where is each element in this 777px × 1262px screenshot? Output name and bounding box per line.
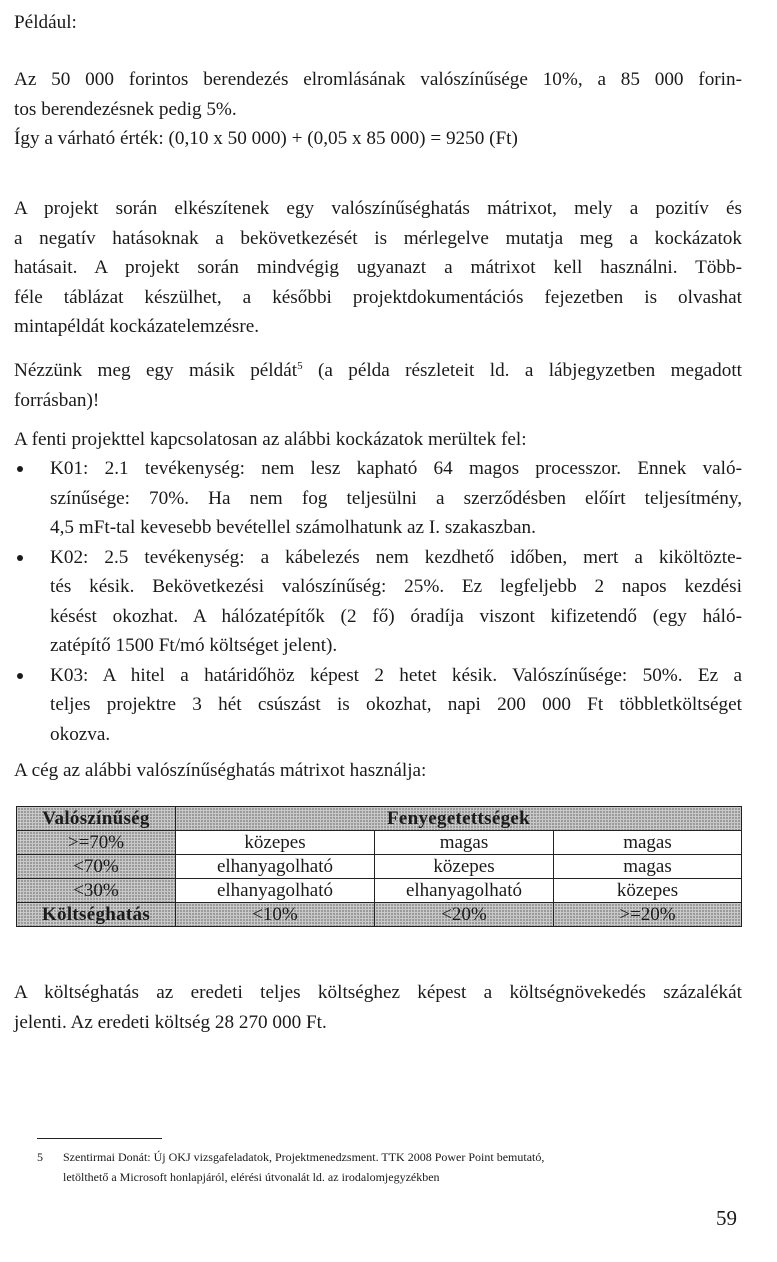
matrix-cell: magas [554, 831, 742, 855]
matrix-header-row [17, 807, 742, 831]
text-line: mintapéldát kockázatelemzésre. [14, 316, 260, 337]
page-number: 59 [716, 1206, 737, 1230]
footnote-number: 5 [37, 1150, 43, 1164]
bullet-icon [17, 466, 23, 472]
risk-item-k03: K03: A hitel a határidőhöz képest 2 hetet késik. Valószínűsége: 50%. Ez a teljes projektre 3 hét csúszást is okozhat, napi 200 000 Ft többletköltséget okozva. [14, 661, 742, 750]
matrix-cell: elhanyagolható [176, 855, 375, 879]
matrix-cell: magas [554, 855, 742, 879]
matrix-description-paragraph [14, 194, 742, 342]
cost-impact-value: <20% [375, 903, 554, 927]
matrix-row [17, 879, 742, 903]
example1-paragraph [14, 65, 742, 154]
matrix-cell: elhanyagolható [375, 879, 554, 903]
example2-paragraph [14, 356, 742, 415]
intro-label: Például: [14, 12, 77, 33]
probability-impact-matrix [16, 806, 742, 927]
footnote-text: Szentirmai Donát: Új OKJ vizsgafeladatok, Projektmenedzsment. TTK 2008 Power Point bemutató, letölthető a Microsoft honlapjáról, elérési útvonalát ld. az irodalomjegyzékben [63, 1150, 545, 1184]
text-line: hatásait. A projekt során mindvégig ugyanazt a mátrixot kell használni. Több- [14, 257, 742, 278]
risk-item-k01: K01: 2.1 tevékenység: nem lesz kapható 64 magos processzor. Ennek való- színűsége: 70%. Ha nem fog teljesülni a szerződésben előírt teljesítmény, 4,5 mFt-tal kevesebb bevétellel számolhatunk az I. szakaszban. [14, 454, 742, 543]
risk-list [14, 454, 742, 749]
footnote-ref: 5 [297, 360, 303, 372]
risk-item-k02: K02: 2.5 tevékenység: a kábelezés nem kezdhető időben, mert a kiköltözte- tés késik. Bekövetkezési valószínűség: 25%. Ez legfeljebb 2 napos kezdési késést okozhat. A hálózatépítők (2 fő) óradíja viszont kifizetendő (egy háló- zatépítő 1500 Ft/mó költséget jelent). [14, 543, 742, 661]
probability-label: >=70% [17, 831, 176, 855]
text-line: A költséghatás az eredeti teljes költséghez képest a költségnövekedés százalékát [14, 982, 742, 1003]
footnote-divider [37, 1138, 162, 1139]
text-line: jelenti. Az eredeti költség 28 270 000 Ft. [14, 1011, 327, 1033]
text-line: Az 50 000 forintos berendezés elromlásának valószínűsége 10%, a 85 000 forin- [14, 69, 742, 90]
cost-impact-value: >=20% [554, 903, 742, 927]
risks-intro: A fenti projekttel kapcsolatosan az alábbi kockázatok merültek fel: [14, 429, 527, 450]
expected-value-calc: Így a várható érték: (0,10 x 50 000) + (0,05 x 85 000) = 9250 (Ft) [14, 128, 518, 149]
text-line: forrásban)! [14, 389, 100, 411]
cost-impact-header: Költséghatás [17, 903, 176, 927]
bullet-icon [17, 673, 23, 679]
matrix-row [17, 831, 742, 855]
matrix-cell: közepes [176, 831, 375, 855]
threats-header: Fenyegetettségek [176, 807, 742, 831]
text-line: a negatív hatásoknak a bekövetkezését is mérlegelve mutatja meg a kockázatok [14, 227, 742, 249]
matrix-cell: magas [375, 831, 554, 855]
probability-label: <30% [17, 879, 176, 903]
text-line: A projekt során elkészítenek egy valószínűséghatás mátrixot, mely a pozitív és [14, 198, 742, 219]
matrix-cell: közepes [375, 855, 554, 879]
probability-header: Valószínűség [17, 807, 176, 831]
cost-paragraph [14, 978, 742, 1037]
matrix-cost-row [17, 903, 742, 927]
matrix-cell: elhanyagolható [176, 879, 375, 903]
probability-label: <70% [17, 855, 176, 879]
text-line: tos berendezésnek pedig 5%. [14, 98, 237, 120]
text-line: féle táblázat készülhet, a későbbi projektdokumentációs fejezetben is olvashat [14, 286, 742, 308]
bullet-icon [17, 555, 23, 561]
matrix-cell: közepes [554, 879, 742, 903]
text-line: Nézzünk meg egy másik példát$^5$ (a példa részleteit ld. a lábjegyzetben megadott [14, 360, 743, 381]
matrix-row [17, 855, 742, 879]
cost-impact-value: <10% [176, 903, 375, 927]
matrix-intro: A cég az alábbi valószínűséghatás mátrixot használja: [14, 760, 427, 781]
